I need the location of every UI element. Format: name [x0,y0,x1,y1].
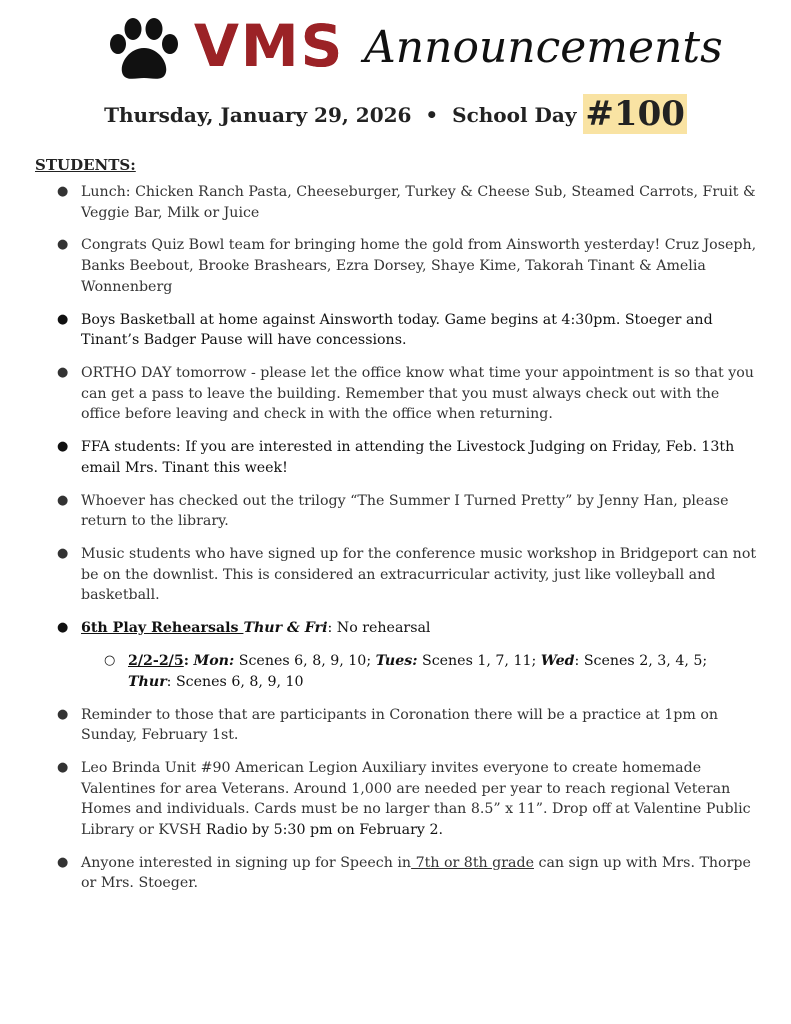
tues-label: Tues: [375,653,418,670]
announcement-text: Lunch: Chicken Ranch Pasta, Cheeseburger, Turkey & Cheese Sub, Steamed Carrots, Fruit & Veggie Bar, Milk or Juice [81,184,756,221]
students-heading: STUDENTS: [35,156,136,174]
wed-label: Wed [540,653,575,670]
announcement-lunch [0,182,791,223]
date-line [0,94,791,134]
announcement-text-end: can sign up with Mrs. Thorpe or Mrs. Stoeger. [81,854,751,892]
bullet-icon: ● [57,546,69,562]
announcement-text: Boys Basketball at home against Ainsworth today. Game begins at 4:30pm. Stoeger and Tinant’s Badger Pause will have concessions. [81,311,713,349]
bullet-icon: ● [57,492,69,508]
wed-scenes: : Scenes 2, 3, 4, 5; [574,653,708,670]
announcement-list [0,182,791,906]
bullet-icon: ● [57,184,69,199]
announcement-text: Leo Brinda Unit #90 American Legion Auxiliary invites everyone to create homemade Valentines for area Veterans. Around 1,000 are needed per year to reach regional Veteran Homes and individuals. Cards must be no larger than 8.5” x 11”. Drop off at Valentine Public Library or KVSH [81,760,751,838]
play-title: 6th Play Rehearsals [81,620,244,637]
announcement-text-deadline: Radio by 5:30 pm on February 2. [205,821,443,838]
circle-bullet-icon: ○ [104,653,116,669]
announcement-text: Congrats Quiz Bowl team for bringing home the gold from Ainsworth yesterday! Cruz Joseph, Banks Beebout, Brooke Brashears, Ezra Dorsey, Shaye Kime, Takorah Tinant & Amelia Wonnenberg [81,237,757,295]
bullet-icon: ● [57,365,69,381]
paw-print-icon [108,18,180,84]
announcement-text: ORTHO DAY tomorrow - please let the office know what time your appointment is so that you can get a pass to leave the building. Remember that you must always check out with the office before leaving and check in with the office when returning. [81,365,754,423]
announcement-music [0,544,791,606]
bullet-icon: ● [57,620,69,636]
announcement-legion [0,758,791,840]
separator: • [425,103,439,127]
bullet-icon: ● [57,237,69,253]
play-dates: 2/2-2/5 [128,653,184,670]
bullet-icon: ● [57,439,69,455]
play-days: Thur & Fri [243,620,328,637]
bullet-icon: ● [57,760,69,776]
bullet-icon: ● [57,706,69,722]
date: Thursday, January 29, 2026 [104,103,412,127]
announcement-text: FFA students: If you are interested in attending the Livestock Judging on Friday, Feb. 13th email Mrs. Tinant this week! [81,439,735,476]
mon-label: Mon: [193,653,235,670]
mon-scenes: Scenes 6, 8, 9, 10; [234,653,376,670]
announcement-ffa [0,437,791,478]
play-dates-colon: : [183,653,189,670]
header [108,12,723,84]
school-day-label: School Day [452,103,577,127]
announcement-text: Anyone interested in signing up for Speech in [81,854,412,871]
bullet-icon: ● [57,311,69,327]
vms-logo: VMS [194,12,345,80]
school-day-number: #100 [585,94,685,134]
thur-scenes: : Scenes 6, 8, 9, 10 [166,673,304,690]
announcement-basketball [0,310,791,351]
play-rest: : No rehearsal [327,620,431,637]
speech-grades: 7th or 8th grade [411,854,534,871]
thur-label: Thur [128,673,167,690]
announcements-title: Announcements [364,22,723,73]
announcement-speech [0,853,791,894]
announcement-play [0,618,791,639]
tues-scenes: Scenes 1, 7, 11; [417,653,541,670]
announcement-ortho [0,363,791,425]
announcement-quiz-bowl [0,235,791,297]
announcement-coronation [0,705,791,746]
play-schedule [0,651,791,692]
announcement-library [0,491,791,532]
announcement-text: Music students who have signed up for the conference music workshop in Bridgeport can not be on the downlist. This is considered an extracurricular activity, just like volleyball and basketball. [81,546,757,604]
announcement-text: Whoever has checked out the trilogy “The Summer I Turned Pretty” by Jenny Han, please return to the library. [81,492,729,530]
announcement-text: Reminder to those that are participants in Coronation there will be a practice at 1pm on Sunday, February 1st. [81,706,719,744]
bullet-icon: ● [57,854,69,870]
